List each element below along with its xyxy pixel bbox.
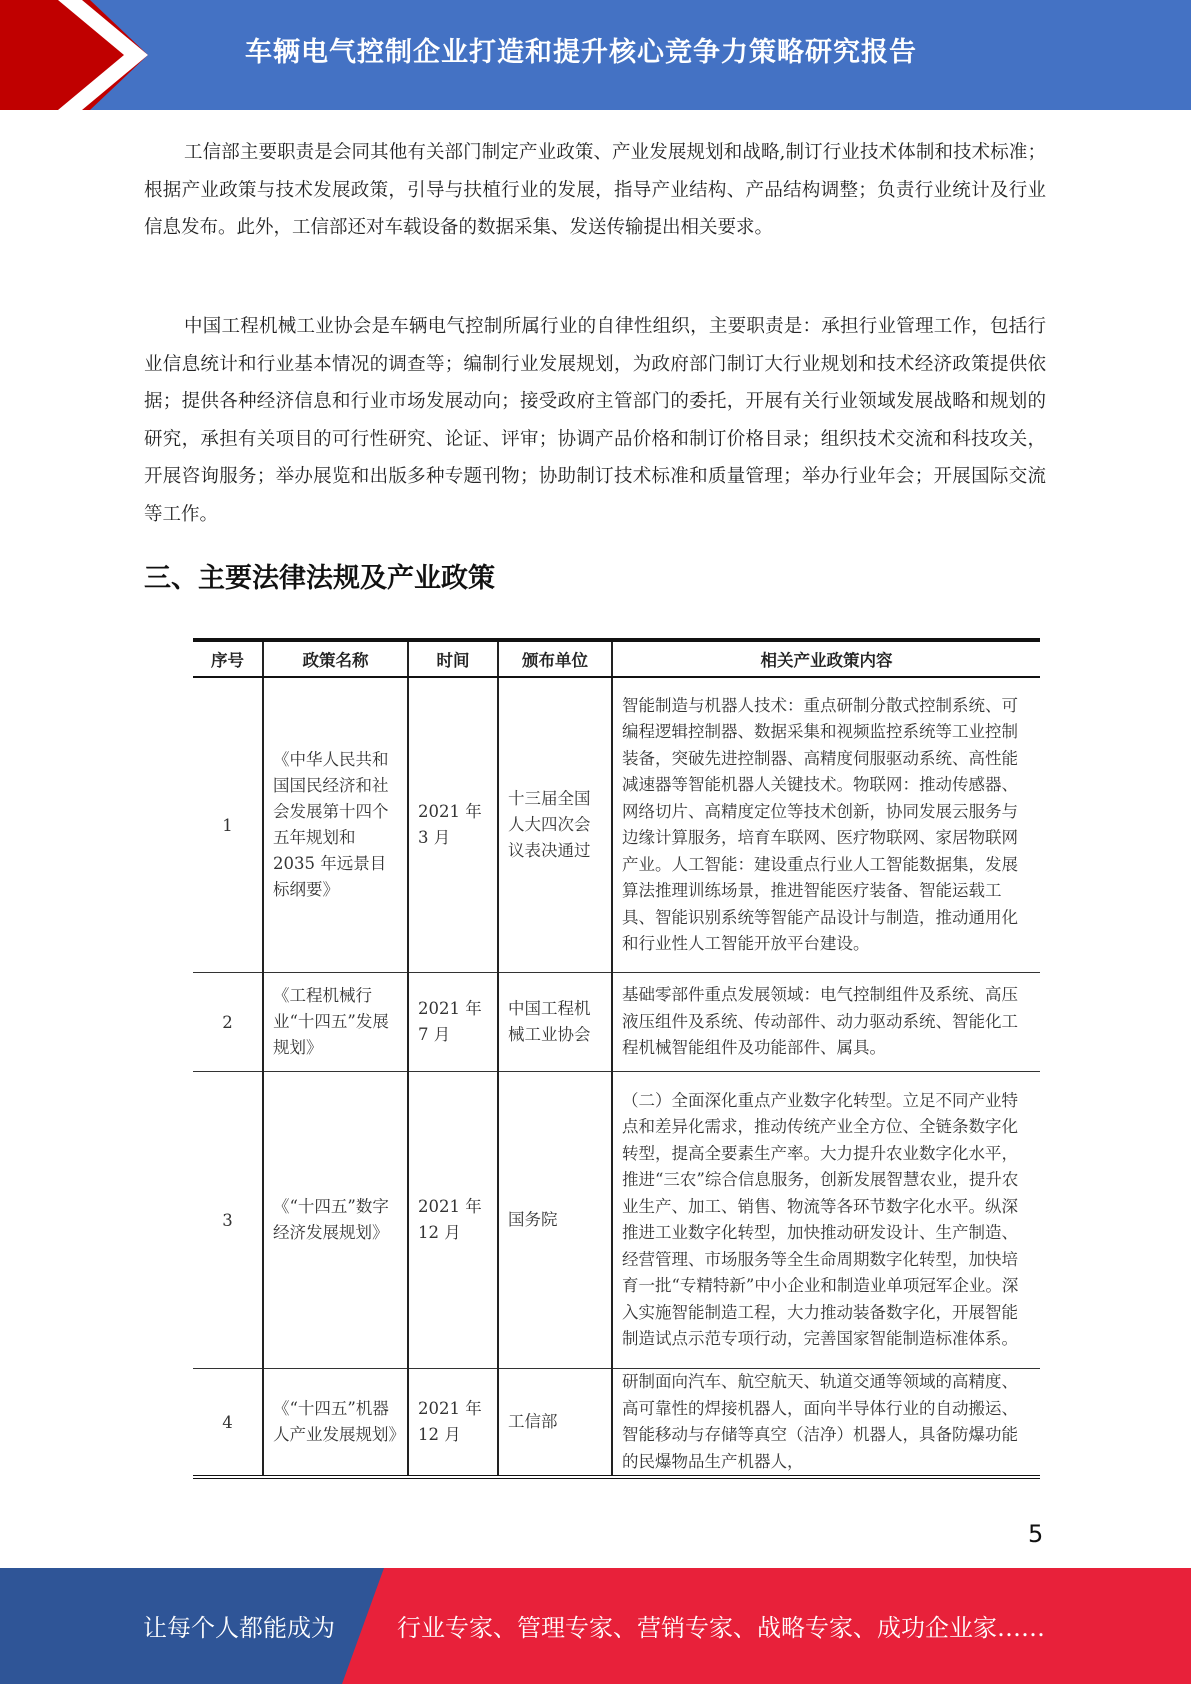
footer-slogan-right: 行业专家、管理专家、营销专家、战略专家、成功企业家…… — [397, 1614, 1045, 1642]
cell-issuer: 十三届全国人大四次会议表决通过 — [498, 677, 612, 973]
cell-content: 智能制造与机器人技术：重点研制分散式控制系统、可编程逻辑控制器、数据采集和视频监控系统等工业控制装备，突破先进控制器、高精度伺服驱动系统、高性能减速器等智能机器人关键技术。物联网：推动传感器、网络切片、高精度定位等技术创新，协同发展云服务与边缘计算服务，培育车联网、医疗物联网、家居物联网产业。人工智能：建设重点行业人工智能数据集，发展算法推理训练场景，推进智能医疗装备、智能运载工具、智能识别系统等智能产品设计与制造，推动通用化和行业性人工智能开放平台建设。 — [612, 677, 1040, 973]
cell-time: 2021 年 12 月 — [408, 1369, 498, 1478]
paragraph-miit-duties: 工信部主要职责是会同其他有关部门制定产业政策、产业发展规划和战略,制订行业技术体制和技术标准；根据产业政策与技术发展政策，引导与扶植行业的发展，指导产业结构、产品结构调整；负责行业统计及行业信息发布。此外，工信部还对车载设备的数据采集、发送传输提出相关要求。 — [144, 142, 1046, 238]
header-time: 时间 — [408, 640, 498, 677]
cell-content: （二）全面深化重点产业数字化转型。立足不同产业特点和差异化需求，推动传统产业全方位、全链条数字化转型，提高全要素生产率。大力提升农业数字化水平，推进“三农”综合信息服务，创新发展智慧农业，提升农业生产、加工、销售、物流等各环节数字化水平。纵深推进工业数字化转型，加快推动研发设计、生产制造、经营管理、市场服务等全生命周期数字化转型，加快培育一批“专精特新”中小企业和制造业单项冠军企业。深入实施智能制造工程，大力推动装备数字化，开展智能制造试点示范专项行动，完善国家智能制造标准体系。 — [612, 1072, 1040, 1369]
footer-slogan-left: 让每个人都能成为 — [143, 1614, 335, 1642]
page-number: 5 — [1028, 1520, 1044, 1548]
cell-policy-name: 《“十四五”机器人产业发展规划》 — [263, 1369, 408, 1478]
cell-issuer: 中国工程机械工业协会 — [498, 973, 612, 1072]
cell-time: 2021 年 12 月 — [408, 1072, 498, 1369]
table-row — [193, 1072, 1040, 1369]
table-row — [193, 1369, 1040, 1478]
table-row — [193, 973, 1040, 1072]
paragraph-association-duties: 中国工程机械工业协会是车辆电气控制所属行业的自律性组织，主要职责是：承担行业管理工作，包括行业信息统计和行业基本情况的调查等；编制行业发展规划，为政府部门制订大行业规划和技术经济政策提供依据；提供各种经济信息和行业市场发展动向；接受政府主管部门的委托，开展有关行业领域发展战略和规划的研究，承担有关项目的可行性研究、论证、评审；协调产品价格和制订价格目录；组织技术交流和科技攻关，开展咨询服务；举办展览和出版多种专题刊物；协助制订技术标准和质量管理；举办行业年会；开展国际交流等工作。 — [144, 316, 1046, 525]
policy-table — [193, 638, 1040, 1479]
header-content: 相关产业政策内容 — [612, 640, 1040, 677]
cell-no: 2 — [193, 973, 263, 1072]
cell-no: 3 — [193, 1072, 263, 1369]
cell-policy-name: 《“十四五”数字经济发展规划》 — [263, 1072, 408, 1369]
cell-no: 1 — [193, 677, 263, 973]
cell-content: 研制面向汽车、航空航天、轨道交通等领域的高精度、高可靠性的焊接机器人，面向半导体行业的自动搬运、智能移动与存储等真空（洁净）机器人，具备防爆功能的民爆物品生产机器人， — [612, 1369, 1040, 1478]
footer-banner — [0, 1568, 1191, 1684]
header-banner — [0, 0, 1191, 110]
cell-issuer: 国务院 — [498, 1072, 612, 1369]
header-no: 序号 — [193, 640, 263, 677]
header-issuer: 颁布单位 — [498, 640, 612, 677]
cell-time: 2021 年 3 月 — [408, 677, 498, 973]
header-policy-name: 政策名称 — [263, 640, 408, 677]
cell-content: 基础零部件重点发展领域：电气控制组件及系统、高压液压组件及系统、传动部件、动力驱动系统、智能化工程机械智能组件及功能部件、属具。 — [612, 973, 1040, 1072]
section-title: 三、主要法律法规及产业政策 — [144, 563, 495, 594]
cell-policy-name: 《中华人民共和国国民经济和社会发展第十四个五年规划和 2035 年远景目标纲要》 — [263, 677, 408, 973]
table-header-row — [193, 640, 1040, 677]
cell-no: 4 — [193, 1369, 263, 1478]
cell-issuer: 工信部 — [498, 1369, 612, 1478]
table-row — [193, 677, 1040, 973]
report-title: 车辆电气控制企业打造和提升核心竞争力策略研究报告 — [245, 37, 917, 68]
cell-policy-name: 《工程机械行业“十四五”发展规划》 — [263, 973, 408, 1072]
cell-time: 2021 年 7 月 — [408, 973, 498, 1072]
